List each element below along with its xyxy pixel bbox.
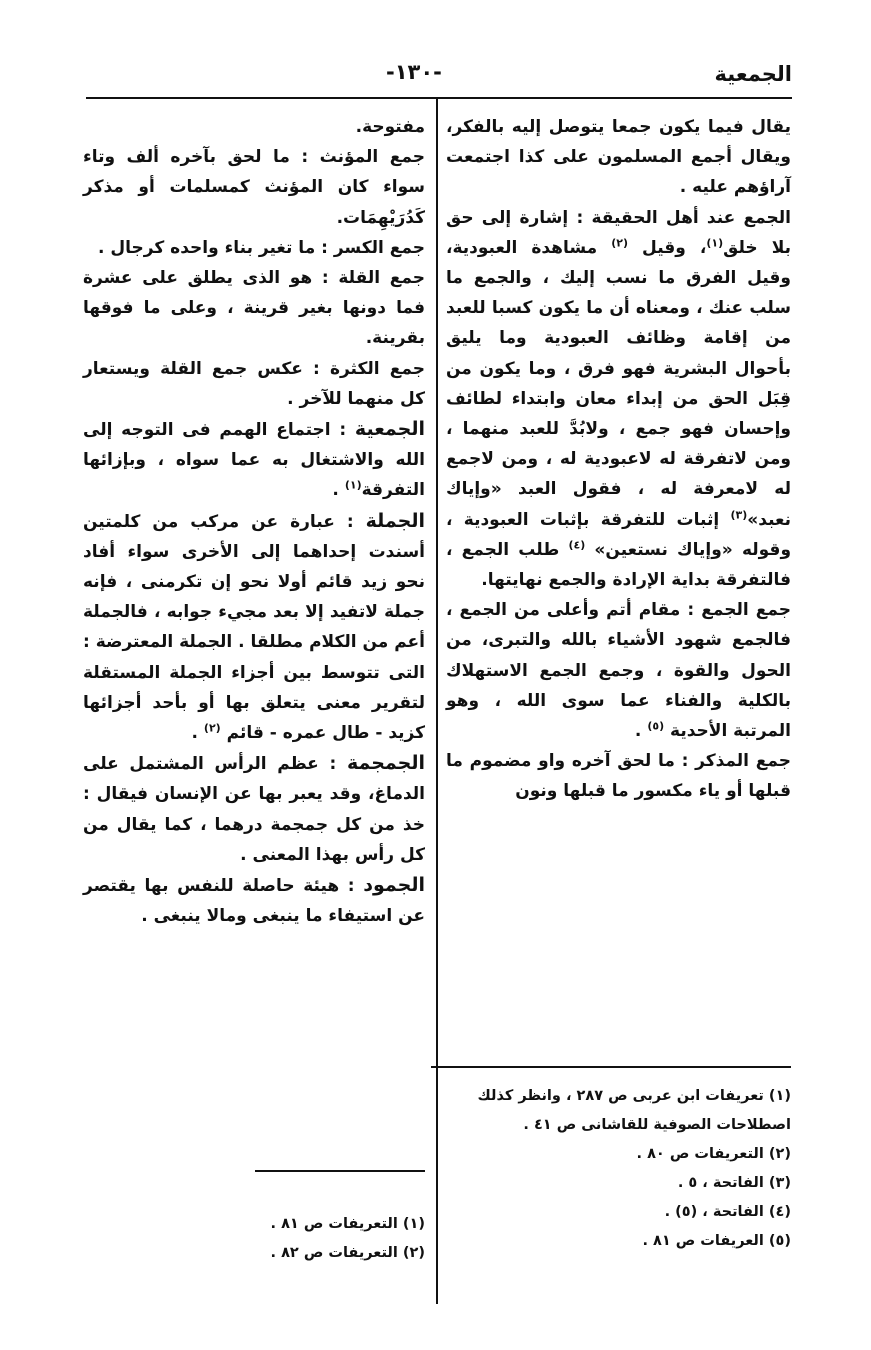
footnote-rule-right	[431, 1066, 791, 1068]
entry-term: الجملة	[365, 509, 425, 532]
entry-jumla: الجملة : عبارة عن مركب من كلمتين أسندت إحداهما إلى الأخرى سواء أفاد نحو زيد قائم أولا نحو إن تكرمنى ، فإنه جملة لاتفيد إلا بعد مجيء جوابه ، فالجملة أعم من الكلام مطلقا . الجملة المعترضة : التى تتوسط بين أجزاء الجملة المستقلة لتقرير معنى يتعلق بها أو بأحد أجزائها كزيد - طال عمره - قائم $^{(٢)}$ .	[83, 509, 425, 744]
entry-jumud: الجمود : هيئة حاصلة للنفس بها يقتصر عن استيفاء ما ينبغى ومالا ينبغى .	[83, 874, 425, 927]
paragraph-maftuha: مفتوحة.	[355, 117, 425, 137]
paragraph-jam-al-jam: جمع الجمع : مقام أتم وأعلى من الجمع ، فالجمع شهود الأشياء بالله والتبرى، من الحول والقوة ، وجمع الجمع الاستهلاك بالكلية والفناء عما سوى الله ، وهو المرتبة الأحدية $^{(٥)}$ .	[446, 600, 791, 742]
footnote-rule-left	[255, 1170, 425, 1172]
footnote: (٤) الفاتحة ، (٥) .	[664, 1204, 791, 1220]
right-column	[446, 112, 791, 807]
paragraph-jam-muannath: جمع المؤنث : ما لحق بآخره ألف وتاء سواء كان المؤنث كمسلمات أو مذكر كَدُرَيْهِمَات.	[83, 147, 425, 228]
paragraph-jam-kasr: جمع الكسر : ما تغير بناء واحده كرجال .	[98, 237, 425, 258]
paragraph-jam-mudhakkar: جمع المذكر : ما لحق آخره واو مضموم ما قبلها أو ياء مكسور ما قبلها ونون	[446, 751, 791, 802]
page-header	[86, 58, 792, 98]
entry-term: الجمود	[363, 874, 425, 897]
footnote: (١) تعريفات ابن عربى ص ٢٨٧ ، وانظر كذلك اصطلاحات الصوفية للقاشانى ص ٤١ .	[477, 1088, 791, 1133]
footnotes-left	[80, 1210, 425, 1268]
entry-term: الجمعية	[354, 418, 426, 441]
paragraph-jam-kathra: جمع الكثرة : عكس جمع القلة ويستعار كل منهما للآخر .	[83, 358, 425, 409]
paragraph-jam-haqiqa: الجمع عند أهل الحقيقة : إشارة إلى حق بلا خلق$^{(١)}$، وقيل $^{(٢)}$ مشاهدة العبودية، وقيل الفرق ما نسب إليك ، والجمع ما سلب عنك ، ومعناه أن ما يكون كسبا للعبد من إقامة وظائف العبودية وما يليق بأحوال البشرية فهو فرق ، وما يكون من قِبَل الحق من إبداء معان وابتداء لطائف وإحسان فهو جمع ، ولابُدَّ للعبد منهما ، ومن لاتفرقة له لاعبودية له ، ومن لاجمع له لامعرفة له ، فقول العبد «وإياك نعبد»$^{(٣)}$ إثبات للتفرقة بإثبات العبودية ، وقوله «وإياك نستعين» $^{(٤)}$ طلب الجمع ، فالتفرقة بداية الإرادة والجمع نهايتها.	[446, 207, 792, 591]
header-rule	[86, 97, 792, 99]
running-head: الجمعية	[714, 62, 792, 86]
paragraph-jam-fikr: يقال فيما يكون جمعا يتوصل إليه بالفكر، ويقال أجمع المسلمون على كذا اجتمعت آراؤهم عليه .	[446, 117, 791, 198]
column-divider	[436, 99, 438, 1304]
footnote: (٢) التعريفات ص ٨٢ .	[270, 1245, 425, 1261]
footnotes-right	[439, 1082, 791, 1256]
footnote: (٣) الفاتحة ، ٥ .	[677, 1175, 791, 1191]
entry-jumjuma: الجمجمة : عظم الرأس المشتمل على الدماغ، وقد يعبر بها عن الإنسان فيقال : خذ من كل جمجمة درهما ، كما يقال من كل رأس بهذا المعنى .	[83, 752, 425, 865]
page-number: -١٣٠-	[386, 60, 442, 84]
footnote: (١) التعريفات ص ٨١ .	[270, 1216, 425, 1232]
footnote: (٥) العريفات ص ٨١ .	[642, 1233, 791, 1249]
entry-jamiyya: الجمعية : اجتماع الهمم فى التوجه إلى الله والاشتغال به عما سواه ، وبإزائها التفرقة$^{(١)}$ .	[83, 418, 426, 501]
entry-term: الجمجمة	[346, 752, 425, 775]
footnote: (٢) التعريفات ص ٨٠ .	[636, 1146, 791, 1162]
left-column	[83, 112, 425, 931]
paragraph-jam-qilla: جمع القلة : هو الذى يطلق على عشرة فما دونها بغير قرينة ، وعلى ما فوقها بقرينة.	[83, 268, 425, 349]
